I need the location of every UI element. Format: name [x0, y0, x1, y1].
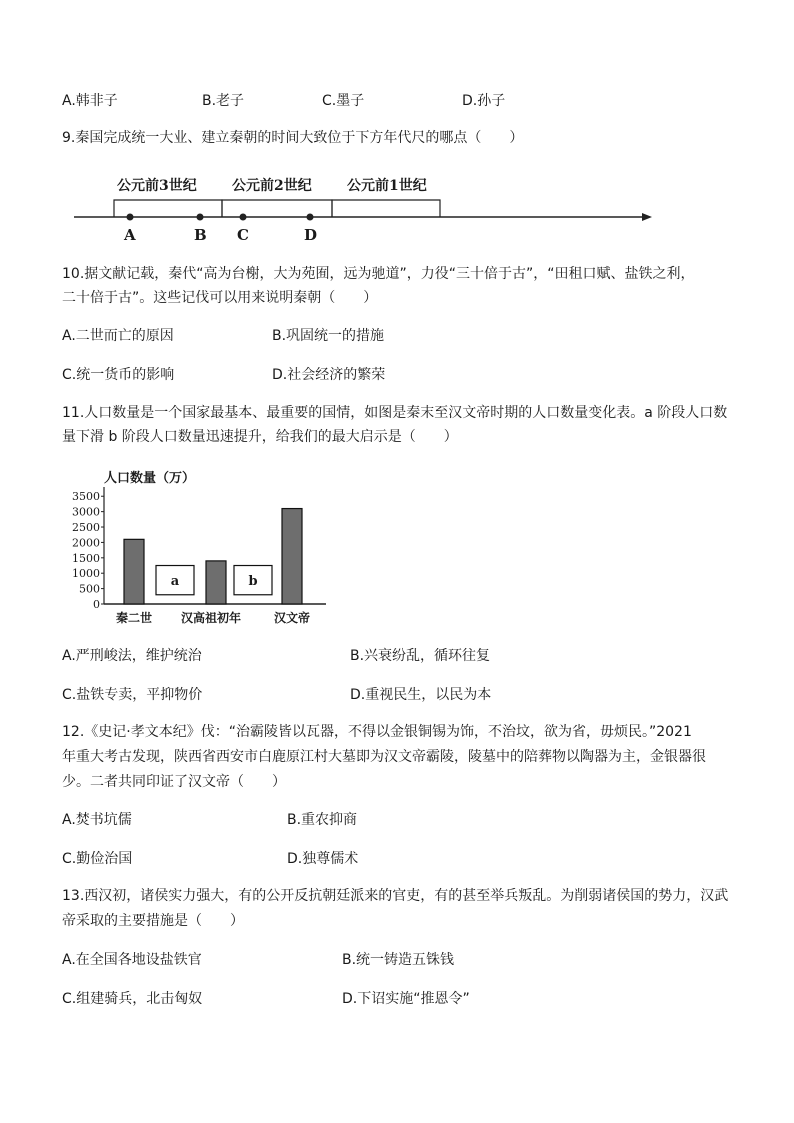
q10-option-a[interactable]: A.二世而亡的原因 [62, 328, 174, 344]
q13-stem-line-2: 帝采取的主要措施是（ ） [62, 913, 244, 929]
q10-option-d[interactable]: D.社会经济的繁荣 [272, 367, 386, 383]
y-tick-label: 1000 [72, 567, 100, 581]
timeline-label-a: A [124, 226, 136, 244]
q12-option-d[interactable]: D.独尊儒术 [287, 851, 359, 867]
q13-option-b[interactable]: B.统一铸造五铢钱 [342, 952, 455, 968]
chart-title: 人口数量（万） [104, 471, 196, 486]
timeline-label-c: C [237, 226, 249, 244]
bar-1 [206, 561, 226, 604]
bar-2 [282, 509, 302, 604]
q12-option-c[interactable]: C.勤俭治国 [62, 851, 133, 867]
y-tick-label: 2500 [72, 521, 100, 535]
century-bracket-2 [222, 200, 332, 217]
q9-stem: 9.秦国完成统一大业、建立秦朝的时间大致位于下方年代尺的哪点（ ） [62, 130, 524, 146]
timeline-label-d: D [304, 226, 318, 244]
q13-option-a[interactable]: A.在全国各地设盐铁官 [62, 952, 202, 968]
timeline-point-a [127, 214, 134, 221]
x-tick-label: 汉高祖初年 [180, 611, 242, 625]
q10-stem-line-1: 10.据文献记载，秦代“高为台榭，大为苑囿，远为驰道”，力役“三十倍于古”，“田租口赋、盐铁之利， [62, 266, 695, 282]
y-tick-label: 3500 [72, 490, 100, 504]
century-label-2: 公元前2世纪 [232, 178, 312, 194]
q12-option-b[interactable]: B.重农抑商 [287, 812, 358, 828]
y-tick-label: 500 [79, 582, 100, 596]
q8-option-d[interactable]: D.孙子 [462, 93, 506, 109]
q12-stem-line-3: 少。二者共同印证了汉文帝（ ） [62, 774, 286, 790]
century-label-3: 公元前3世纪 [117, 178, 197, 194]
q10-option-c[interactable]: C.统一货币的影响 [62, 367, 175, 383]
q8-option-a[interactable]: A.韩非子 [62, 93, 118, 109]
century-bracket-1 [332, 200, 440, 217]
q11-option-b[interactable]: B.兴衰纷乱，循环往复 [350, 648, 491, 664]
q10-stem-line-2: 二十倍于古”。这些记伐可以用来说明秦朝（ ） [62, 290, 378, 306]
x-tick-label: 秦二世 [115, 611, 153, 625]
q11-option-c[interactable]: C.盐铁专卖，平抑物价 [62, 687, 203, 703]
y-tick-label: 2000 [72, 536, 100, 550]
population-chart [64, 464, 354, 634]
q13-option-c[interactable]: C.组建骑兵，北击匈奴 [62, 991, 203, 1007]
timeline-point-b [197, 214, 204, 221]
q8-option-c[interactable]: C.墨子 [322, 93, 365, 109]
q11-stem-line-1: 11.人口数量是一个国家最基本、最重要的国情，如图是秦末至汉文帝时期的人口数量变化表。a 阶段人口数 [62, 405, 728, 421]
q12-stem-line-2: 年重大考古发现，陕西省西安市白鹿原江村大墓即为汉文帝霸陵，陵墓中的陪葬物以陶器为主，金银器很 [62, 749, 706, 765]
q12-stem-line-1: 12.《史记·孝文本纪》伐：“治霸陵皆以瓦器，不得以金银铜锡为饰，不治坟，欲为省，毋烦民。”2021 [62, 724, 692, 740]
q11-stem-line-2: 量下滑 b 阶段人口数量迅速提升，给我们的最大启示是（ ） [62, 429, 458, 445]
q8-option-b[interactable]: B.老子 [202, 93, 245, 109]
q13-stem-line-1: 13.西汉初，诸侯实力强大，有的公开反抗朝廷派来的官吏，有的甚至举兵叛乱。为削弱诸侯国的势力，汉武 [62, 888, 729, 904]
bar-0 [124, 539, 144, 604]
timeline-point-c [240, 214, 247, 221]
q12-option-a[interactable]: A.焚书坑儒 [62, 812, 132, 828]
timeline-arrow [642, 213, 652, 221]
timeline-label-b: B [194, 226, 207, 244]
q11-option-a[interactable]: A.严刑峻法，维护统治 [62, 648, 202, 664]
q9-timeline [0, 0, 794, 260]
timeline-point-d [307, 214, 314, 221]
phase-label-a: a [170, 574, 180, 590]
q10-option-b[interactable]: B.巩固统一的措施 [272, 328, 385, 344]
phase-label-b: b [248, 574, 258, 590]
century-label-1: 公元前1世纪 [347, 178, 427, 194]
q13-option-d[interactable]: D.下诏实施“推恩令” [342, 991, 470, 1007]
y-tick-label: 3000 [72, 505, 100, 519]
y-tick-label: 1500 [72, 551, 100, 565]
y-tick-label: 0 [93, 598, 100, 611]
x-tick-label: 汉文帝 [273, 611, 311, 625]
q11-option-d[interactable]: D.重视民生，以民为本 [350, 687, 492, 703]
